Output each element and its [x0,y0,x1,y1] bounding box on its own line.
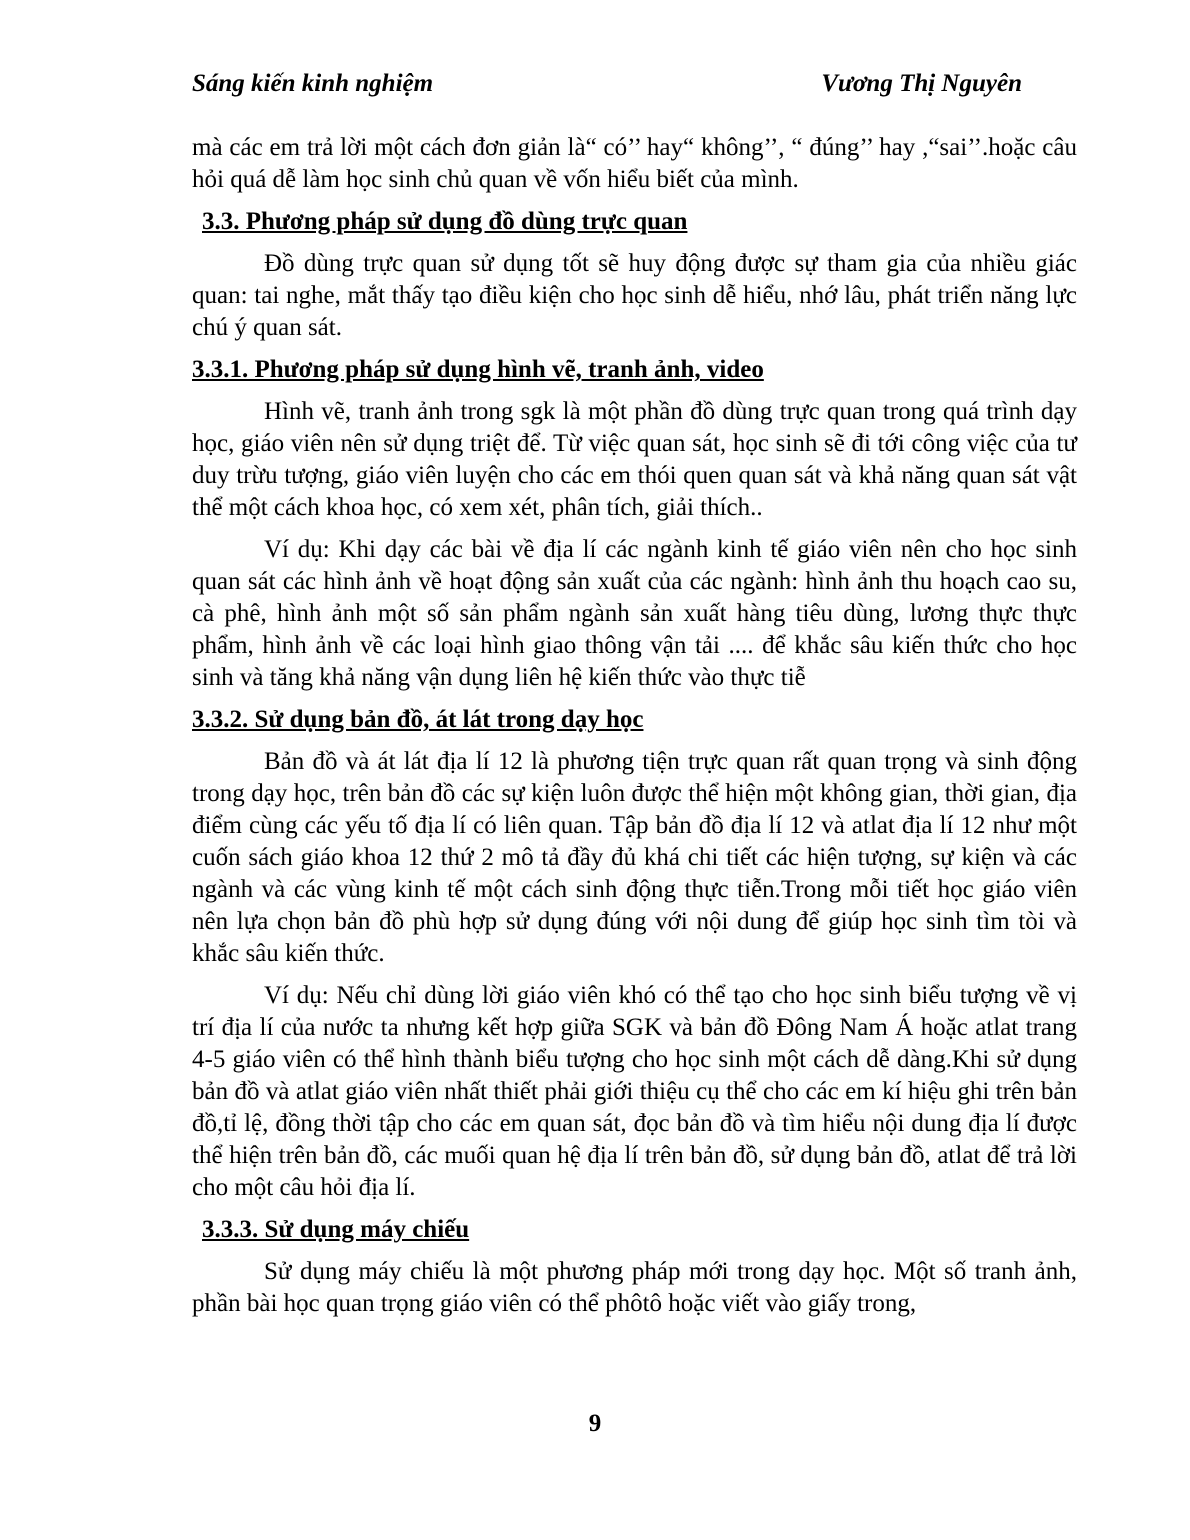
heading-3-3-2: 3.3.2. Sử dụng bản đồ, át lát trong dạy học [192,706,644,733]
heading-3-3: 3.3. Phương pháp sử dụng đồ dùng trực quan [202,208,688,235]
page-body [192,132,1077,1330]
paragraph-example-economy: Ví dụ: Khi dạy các bài về địa lí các ngành kinh tế giáo viên nên cho học sinh quan sát các hình ảnh về hoạt động sản xuất của các ngành: hình ảnh thu hoạch cao su, cà phê, hình ảnh một số sản phẩm ngành sản xuất hàng tiêu dùng, lương thực thực phẩm, hình ảnh về các loại hình giao thông vận tải .... để khắc sâu kiến thức cho học sinh và tăng khả năng vận dụng liên hệ kiến thức vào thực tiễ [192,536,1077,691]
header-author: Vương Thị Nguyên [821,70,1022,97]
paragraph-pictures: Hình vẽ, tranh ảnh trong sgk là một phần đồ dùng trực quan trong quá trình dạy học, giáo viên nên sử dụng triệt để. Từ việc quan sát, học sinh sẽ đi tới công việc của tư duy trừu tượng, giáo viên luyện cho các em thói quen quan sát và khả năng quan sát vật thể một cách khoa học, có xem xét, phân tích, giải thích.. [192,398,1077,521]
running-header [192,70,1022,106]
heading-3-3-3: 3.3.3. Sử dụng máy chiếu [202,1216,470,1243]
heading-3-3-1: 3.3.1. Phương pháp sử dụng hình vẽ, tranh ảnh, video [192,356,764,383]
paragraph-example-location: Ví dụ: Nếu chỉ dùng lời giáo viên khó có thể tạo cho học sinh biểu tượng về vị trí địa lí của nước ta nhưng kết hợp giữa SGK và bản đồ Đông Nam Á hoặc atlat trang 4-5 giáo viên có thể hình thành biểu tượng cho học sinh một cách dễ dàng.Khi sử dụng bản đồ và atlat giáo viên nhất thiết phải giới thiệu cụ thể cho các em kí hiệu ghi trên bản đồ,tỉ lệ, đồng thời tập cho các em quan sát, đọc bản đồ và tìm hiểu nội dung địa lí được thể hiện trên bản đồ, các muối quan hệ địa lí trên bản đồ, sử dụng bản đồ, atlat để trả lời cho một câu hỏi địa lí. [192,982,1077,1201]
paragraph-projector: Sử dụng máy chiếu là một phương pháp mới trong dạy học. Một số tranh ảnh, phần bài học quan trọng giáo viên có thể phôtô hoặc viết vào giấy trong, [192,1258,1077,1317]
paragraph-continuation: mà các em trả lời một cách đơn giản là“ có’’ hay“ không’’, “ đúng’’ hay ,“sai’’.hoặc câu hỏi quá dễ làm học sinh chủ quan về vốn hiểu biết của mình. [192,134,1077,193]
paragraph-visual-aids: Đồ dùng trực quan sử dụng tốt sẽ huy động được sự tham gia của nhiều giác quan: tai nghe, mắt thấy tạo điều kiện cho học sinh dễ hiểu, nhớ lâu, phát triển năng lực chú ý quan sát. [192,250,1077,341]
header-title: Sáng kiến kinh nghiệm [192,70,434,97]
page-number: 9 [588,1410,602,1437]
paragraph-maps-atlas: Bản đồ và át lát địa lí 12 là phương tiện trực quan rất quan trọng và sinh động trong dạy học, trên bản đồ các sự kiện luôn được thể hiện một không gian, thời gian, địa điểm cùng các yếu tố địa lí có liên quan. Tập bản đồ địa lí 12 và atlat địa lí 12 như một cuốn sách giáo khoa 12 thứ 2 mô tả đầy đủ khá chi tiết các hiện tượng, sự kiện và các ngành và các vùng kinh tế một cách sinh động thực tiễn.Trong mỗi tiết học giáo viên nên lựa chọn bản đồ phù hợp sử dụng đúng với nội dung để giúp học sinh tìm tòi và khắc sâu kiến thức. [192,748,1077,967]
